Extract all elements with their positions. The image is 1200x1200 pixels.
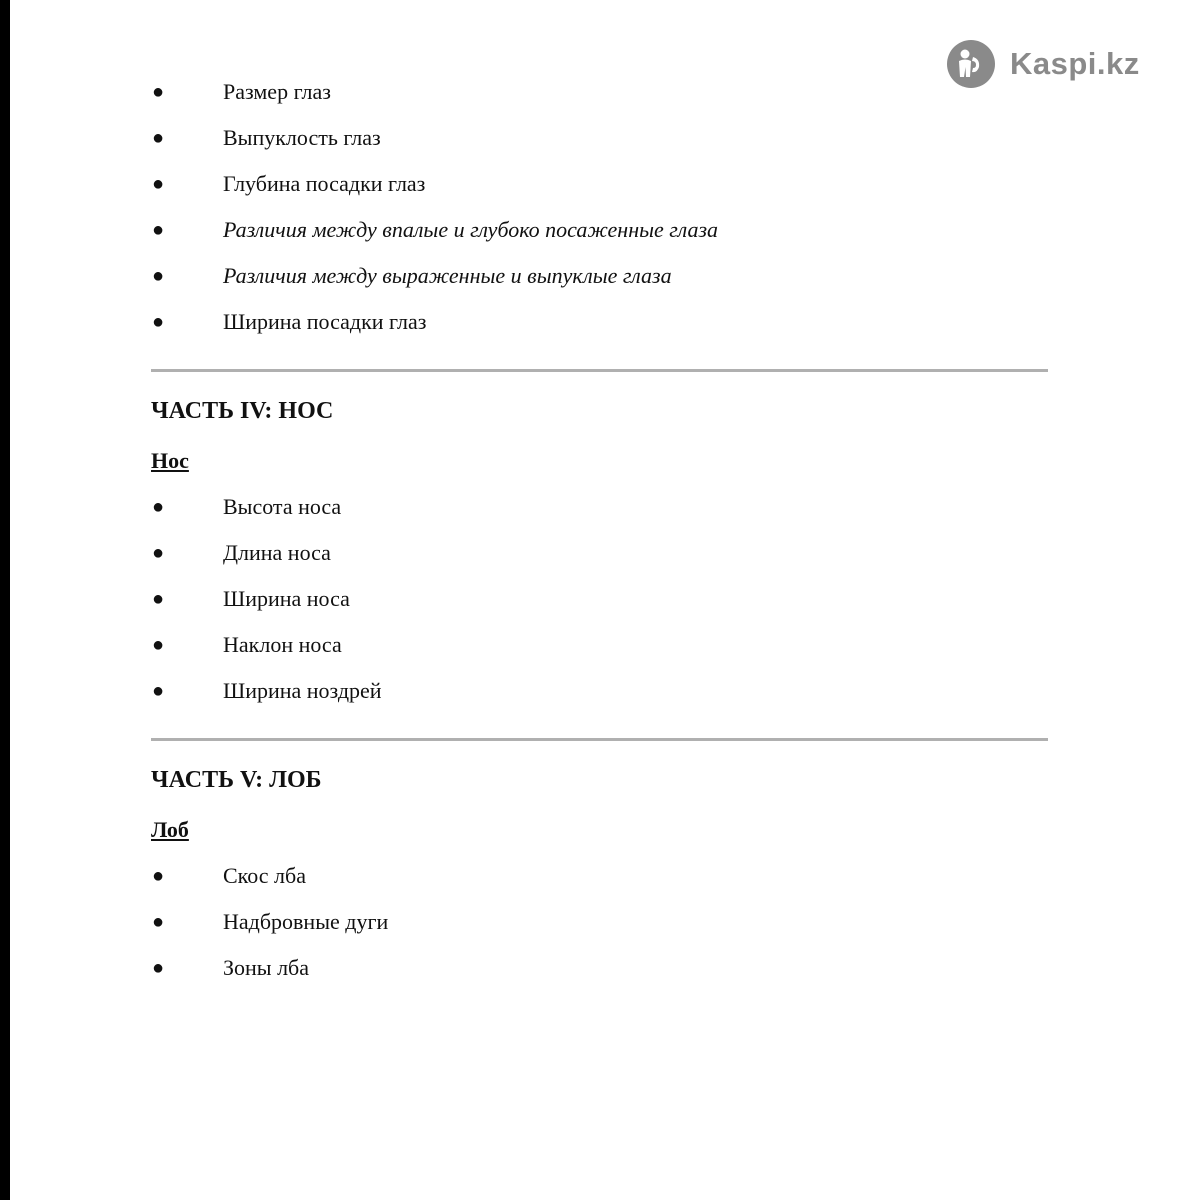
forehead-bullet-list [151,853,388,991]
nose-bullet-list [151,484,382,714]
bullet-icon: ● [151,311,165,333]
list-item-text: Длина носа [223,540,331,565]
list-item-text: Различия между впалые и глубоко посаженные глаза [223,217,719,242]
bullet-icon: ● [151,865,165,887]
list-item-text: Ширина ноздрей [223,678,382,703]
list-item [151,899,388,945]
list-item-text: Размер глаз [223,79,331,104]
list-item-text: Выпуклость глаз [223,125,381,150]
list-item-text: Ширина посадки глаз [223,309,427,334]
part5-subheading: Лоб [151,817,189,842]
part4-heading: ЧАСТЬ IV: НОС [151,398,334,424]
list-item-text: Глубина посадки глаз [223,171,426,196]
list-item [151,207,718,253]
bullet-icon: ● [151,588,165,610]
bullet-icon: ● [151,957,165,979]
list-item-text: Наклон носа [223,632,342,657]
list-item [151,161,718,207]
list-item-text: Ширина носа [223,586,350,611]
eyes-bullet-list [151,69,718,345]
list-item-text: Скос лба [223,863,306,888]
part4-subheading: Нос [151,448,189,473]
list-item-text: Высота носа [223,494,342,519]
list-item-text: Различия между выраженные и выпуклые глаза [223,263,672,288]
list-item [151,115,718,161]
bullet-icon: ● [151,127,165,149]
bullet-icon: ● [151,81,165,103]
kaspi-logo-icon [946,39,996,89]
list-item [151,530,382,576]
bullet-icon: ● [151,219,165,241]
list-item [151,622,382,668]
list-item [151,576,382,622]
bullet-icon: ● [151,496,165,518]
list-item [151,668,382,714]
part5-heading: ЧАСТЬ V: ЛОБ [151,767,322,793]
list-item [151,945,388,991]
list-item [151,484,382,530]
bullet-icon: ● [151,911,165,933]
kaspi-watermark-text: Kaspi.kz [1010,46,1140,81]
section-divider [151,369,1048,372]
section-divider [151,738,1048,741]
document-page [10,0,1200,1200]
bullet-icon: ● [151,173,165,195]
list-item [151,853,388,899]
list-item [151,253,718,299]
bullet-icon: ● [151,634,165,656]
list-item-text: Надбровные дуги [223,909,389,934]
list-item [151,69,718,115]
list-item-text: Зоны лба [223,955,310,980]
bullet-icon: ● [151,265,165,287]
list-item [151,299,718,345]
bullet-icon: ● [151,542,165,564]
kaspi-watermark [946,38,1140,90]
bullet-icon: ● [151,680,165,702]
